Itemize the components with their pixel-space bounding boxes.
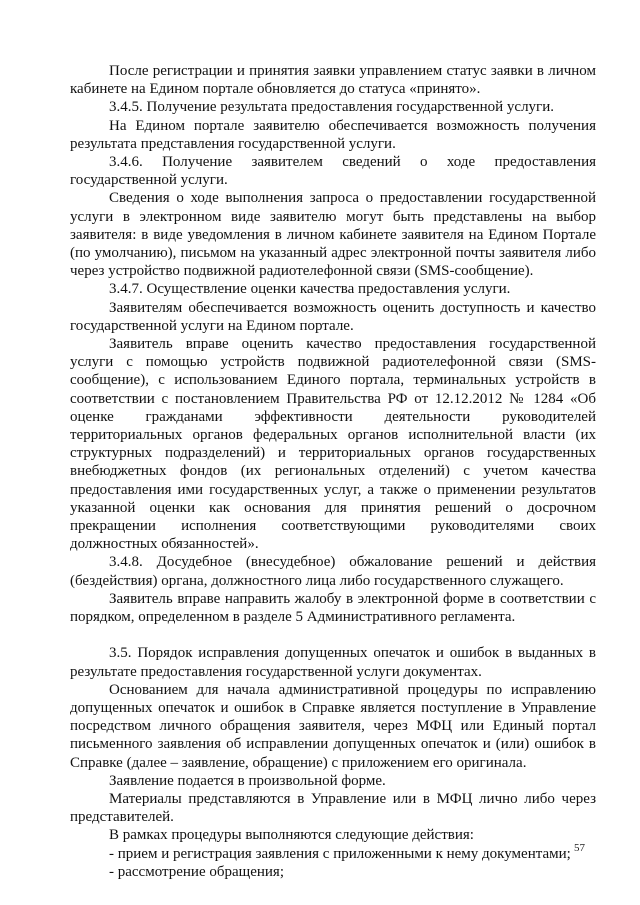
paragraph-quality-rating: Заявителям обеспечивается возможность оценить доступность и качество государственной услуги на Едином портале.: [70, 299, 596, 334]
paragraph-heading-3-4-8: 3.4.8. Досудебное (внесудебное) обжалование решений и действия (бездействия) органа, должностного лица либо государственного служащего.: [70, 554, 596, 589]
paragraph-free-form: Заявление подается в произвольной форме.: [109, 772, 386, 789]
paragraph-heading-3-4-5: 3.4.5. Получение результата предоставления государственной услуги.: [109, 99, 554, 116]
paragraph-progress-info: Сведения о ходе выполнения запроса о предоставлении государственной услуги в электронном виде заявителю могут быть представлены на выбор заявителя: в виде уведомления в личном кабинете заявителя на Едином Портале (по умолчанию), письмом на указанный адрес электронной почты заявителя либо через устройство подвижной радиотелефонной связи (SMS-сообщение).: [70, 190, 596, 280]
page-number: 57: [574, 842, 585, 854]
paragraph-status-update: После регистрации и принятия заявки управлением статус заявки в личном кабинете на Едином портале обновляется до статуса «принято».: [70, 63, 596, 98]
paragraph-materials: Материалы представляются в Управление или в МФЦ лично либо через представителей.: [70, 790, 596, 826]
paragraph-procedure-actions: В рамках процедуры выполняются следующие действия:: [109, 827, 474, 844]
list-item-review: - рассмотрение обращения;: [109, 863, 284, 880]
list-item-reception: - прием и регистрация заявления с приложенными к нему документами;: [109, 845, 571, 862]
paragraph-heading-3-4-6: 3.4.6. Получение заявителем сведений о ходе предоставления государственной услуги.: [70, 154, 596, 189]
paragraph-quality-methods: Заявитель вправе оценить качество предоставления государственной услуги с помощью устройств подвижной радиотелефонной связи (SMS-сообщение), с использованием Единого портала, терминальных устройств в соответствии с постановлением Правительства РФ от 12.12.2012 № 1284 «Об оценке гражданами эффективности деятельности руководителей территориальных органов федеральных органов исполнительной власти (их структурных подразделений) и территориальных органов государственных внебюджетных фондов (их региональных отделений) с учетом качества предоставления ими государственных услуг, а также о применении результатов указанной оценки как основания для принятия решений о досрочном прекращении исполнения соответствующими руководителями своих должностных обязанностей».: [70, 336, 596, 553]
paragraph-result-access: На Едином портале заявителю обеспечивается возможность получения результата представления государственной услуги.: [70, 117, 596, 152]
paragraph-heading-3-4-7: 3.4.7. Осуществление оценки качества предоставления услуги.: [109, 281, 511, 298]
paragraph-heading-3-5: 3.5. Порядок исправления допущенных опечаток и ошибок в выданных в результате предоставления государственной услуги документах.: [70, 645, 596, 680]
document-body: [70, 62, 596, 881]
paragraph-complaint: Заявитель вправе направить жалобу в электронной форме в соответствии с порядком, определенном в разделе 5 Административного регламента.: [70, 590, 596, 626]
paragraph-correction-basis: Основанием для начала административной процедуры по исправлению допущенных опечаток и ошибок в Справке является поступление в Управление посредством личного обращения заявителя, через МФЦ или Единый портал письменного заявления об исправлении допущенных опечаток и (или) ошибок в Справке (далее – заявление, обращение) с приложением его оригинала.: [70, 681, 596, 771]
